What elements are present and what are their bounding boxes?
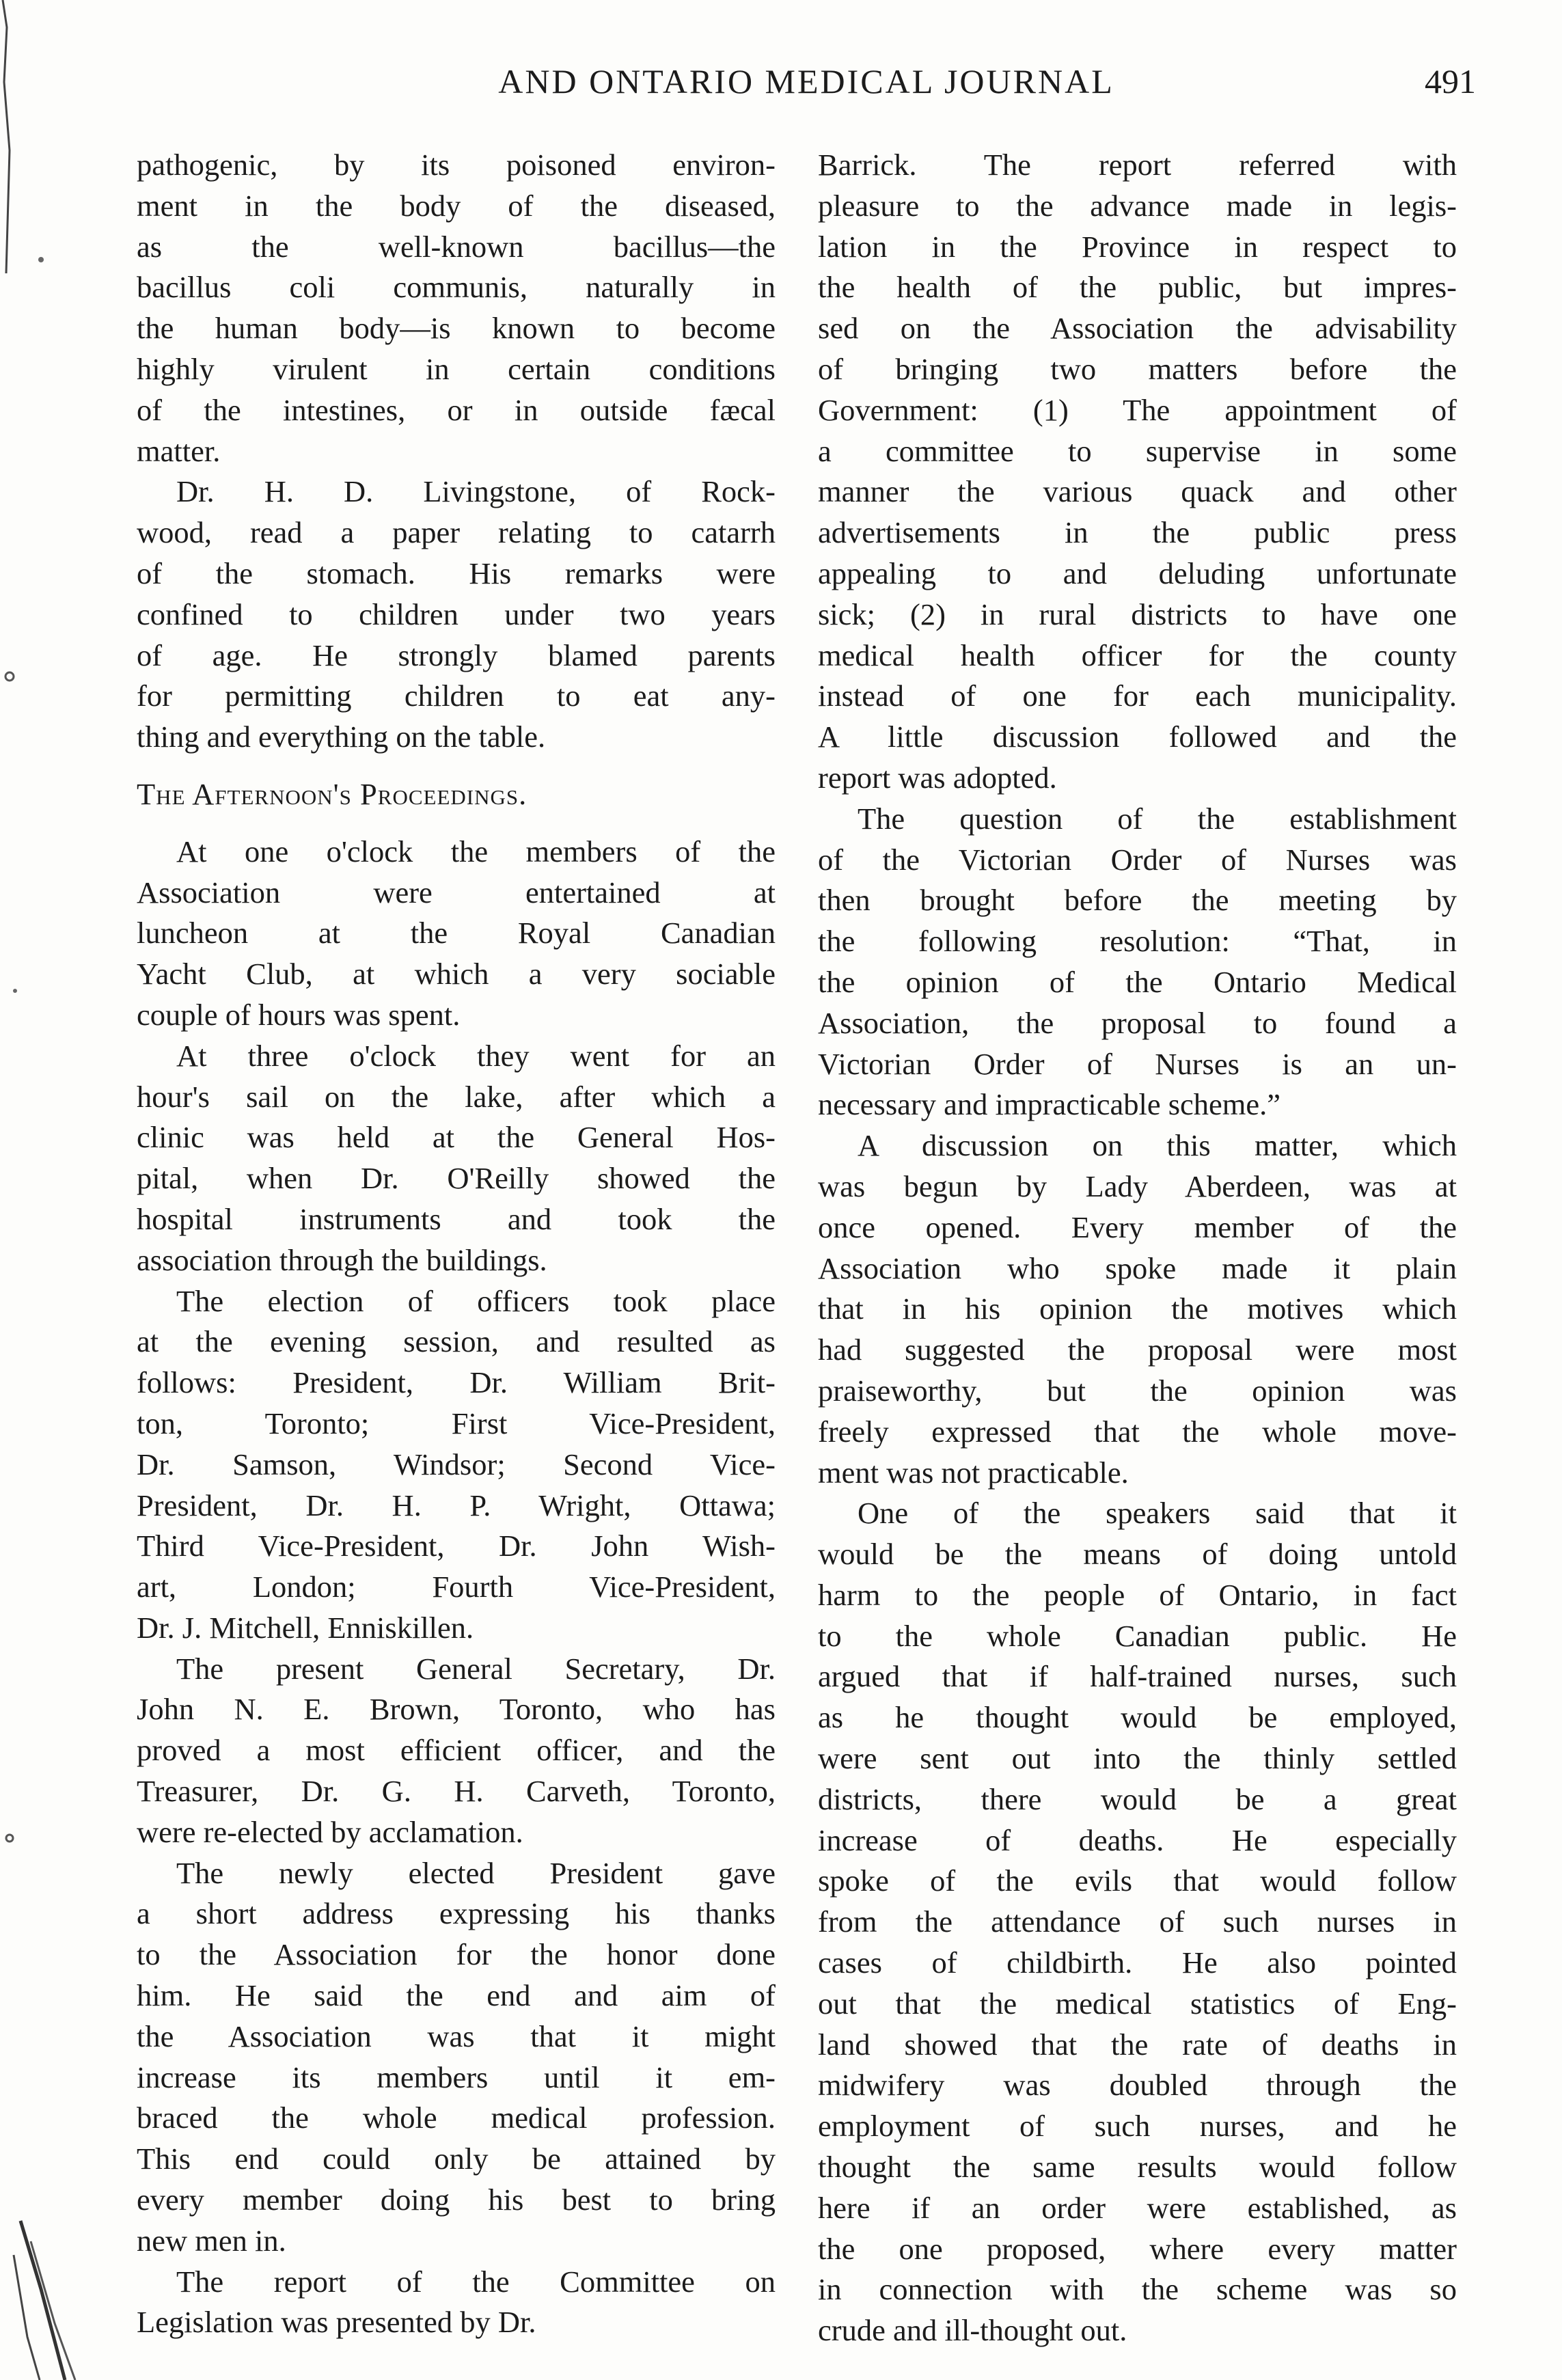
text-line: pathogenic, by its poisoned environ-	[137, 148, 776, 182]
text-line: increase its members until it em-	[137, 2060, 776, 2094]
text-line: once opened. Every member of the	[818, 1209, 1457, 1244]
text-line: that in his opinion the motives which	[818, 1291, 1457, 1326]
text-line: advertisements in the public press	[818, 515, 1457, 550]
text-line: John N. E. Brown, Toronto, who has	[137, 1692, 776, 1727]
paragraph	[137, 1036, 776, 1281]
text-line: This end could only be attained by	[137, 2142, 776, 2176]
text-line: Dr. Samson, Windsor; Second Vice-	[137, 1447, 776, 1481]
text-line: here if an order were established, as	[818, 2190, 1457, 2225]
margin-speck	[5, 672, 14, 681]
text-line: art, London; Fourth Vice-President,	[137, 1570, 776, 1604]
text-line: the Association was that it might	[137, 2019, 776, 2053]
text-line: as the well-known bacillus—the	[137, 229, 776, 264]
text-line: Barrick. The report referred with	[818, 148, 1457, 182]
running-head: AND ONTARIO MEDICAL JOURNAL	[498, 62, 1114, 100]
text-line: pleasure to the advance made in legis-	[818, 188, 1457, 223]
text-line: increase of deaths. He especially	[818, 1822, 1457, 1857]
text-line: of the intestines, or in outside fæcal	[137, 392, 776, 427]
text-line: A little discussion followed and the	[818, 720, 1457, 754]
text-line: out that the medical statistics of Eng-	[818, 1986, 1457, 2021]
text-line: clinic was held at the General Hos-	[137, 1120, 776, 1155]
text-line: new men in.	[137, 2223, 286, 2258]
text-line: At one o'clock the members of the	[176, 834, 776, 868]
text-line: highly virulent in certain conditions	[137, 351, 776, 386]
text-line: for permitting children to eat any-	[137, 679, 776, 713]
text-line: The Afternoon's Proceedings.	[137, 776, 527, 811]
text-line: association through the buildings.	[137, 1242, 547, 1277]
text-line: from the attendance of such nurses in	[818, 1904, 1457, 1939]
text-line: lation in the Province in respect to	[818, 229, 1457, 264]
text-line: One of the speakers said that it	[858, 1496, 1457, 1531]
text-line: every member doing his best to bring	[137, 2183, 776, 2217]
text-line: of age. He strongly blamed parents	[137, 638, 776, 672]
page-header	[137, 61, 1476, 116]
text-line: hour's sail on the lake, after which a	[137, 1079, 776, 1114]
text-line: bacillus coli communis, naturally in	[137, 270, 776, 305]
text-line: cases of childbirth. He also pointed	[818, 1945, 1457, 1980]
text-line: Association who spoke made it plain	[818, 1250, 1457, 1285]
text-line: in connection with the scheme was so	[818, 2272, 1457, 2307]
text-line: matter.	[137, 433, 221, 468]
text-line: the opinion of the Ontario Medical	[818, 964, 1457, 999]
text-line: thing and everything on the table.	[137, 720, 546, 754]
text-line: as he thought would be employed,	[818, 1700, 1457, 1735]
text-line: Association, the proposal to found a	[818, 1005, 1457, 1040]
text-line: The question of the establishment	[858, 801, 1457, 836]
text-line: districts, there would be a great	[818, 1781, 1457, 1816]
text-line: sed on the Association the advisability	[818, 311, 1457, 346]
text-line: the following resolution: “That, in	[818, 924, 1457, 959]
paragraph	[818, 145, 1457, 799]
text-line: At three o'clock they went for an	[176, 1038, 776, 1073]
text-line: Legislation was presented by Dr.	[137, 2305, 536, 2340]
text-line: employment of such nurses, and he	[818, 2109, 1457, 2144]
text-line: Government: (1) The appointment of	[818, 392, 1457, 427]
text-line: ton, Toronto; First Vice-President,	[137, 1406, 776, 1440]
text-line: were sent out into the thinly settled	[818, 1741, 1457, 1776]
text-line: Victorian Order of Nurses is an un-	[818, 1046, 1457, 1081]
paragraph	[137, 832, 776, 1036]
paragraph	[137, 1281, 776, 1649]
text-line: President, Dr. H. P. Wright, Ottawa;	[137, 1488, 776, 1522]
text-line: follows: President, Dr. William Brit-	[137, 1365, 776, 1400]
section-heading	[137, 774, 776, 815]
binding-edge-stroke	[3, 0, 10, 273]
text-line: The newly elected President gave	[176, 1855, 776, 1890]
paragraph	[137, 2262, 776, 2344]
margin-speck	[38, 257, 44, 262]
text-line: medical health officer for the county	[818, 638, 1457, 672]
binding-edge-marks	[0, 0, 82, 2380]
paragraph	[137, 471, 776, 758]
text-line: appealing to and deluding unfortunate	[818, 556, 1457, 590]
text-line: Third Vice-President, Dr. John Wish-	[137, 1529, 776, 1563]
text-line: thought the same results would follow	[818, 2150, 1457, 2185]
text-line: land showed that the rate of deaths in	[818, 2027, 1457, 2062]
text-line: midwifery was doubled through the	[818, 2068, 1457, 2103]
text-line: necessary and impracticable scheme.”	[818, 1087, 1281, 1122]
text-line: the one proposed, where every matter	[818, 2231, 1457, 2266]
text-line: The present General Secretary, Dr.	[176, 1651, 776, 1686]
text-line: then brought before the meeting by	[818, 883, 1457, 918]
text-line: confined to children under two years	[137, 597, 776, 631]
text-line: a committee to supervise in some	[818, 433, 1457, 468]
text-line: couple of hours was spent.	[137, 997, 461, 1032]
text-line: report was adopted.	[818, 760, 1057, 795]
text-line: of bringing two matters before the	[818, 351, 1457, 386]
text-line: to the whole Canadian public. He	[818, 1618, 1457, 1653]
text-line: Yacht Club, at which a very sociable	[137, 957, 776, 991]
text-line: Treasurer, Dr. G. H. Carveth, Toronto,	[137, 1774, 776, 1809]
paragraph	[818, 799, 1457, 1125]
margin-speck	[6, 1835, 13, 1842]
page-number: 491	[1425, 62, 1476, 100]
text-line: harm to the people of Ontario, in fact	[818, 1577, 1457, 1612]
text-line: would be the means of doing untold	[818, 1537, 1457, 1572]
text-line: Dr. J. Mitchell, Enniskillen.	[137, 1610, 474, 1645]
text-line: of the stomach. His remarks were	[137, 556, 776, 590]
text-line: wood, read a paper relating to catarrh	[137, 515, 776, 550]
paragraph	[818, 1493, 1457, 2351]
text-line: was begun by Lady Aberdeen, was at	[818, 1168, 1457, 1203]
paragraph	[137, 145, 776, 471]
text-line: spoke of the evils that would follow	[818, 1863, 1457, 1898]
text-line: the human body—is known to become	[137, 311, 776, 346]
right-column	[818, 145, 1457, 2351]
left-column	[137, 145, 776, 2343]
text-line: of the Victorian Order of Nurses was	[818, 842, 1457, 877]
text-line: hospital instruments and took the	[137, 1201, 776, 1236]
text-line: the health of the public, but impres-	[818, 270, 1457, 305]
text-line: at the evening session, and resulted as	[137, 1324, 776, 1359]
binding-edge-stroke	[20, 2221, 65, 2380]
text-line: had suggested the proposal were most	[818, 1332, 1457, 1367]
text-line: A discussion on this matter, which	[858, 1128, 1457, 1163]
text-line: a short address expressing his thanks	[137, 1896, 776, 1931]
paragraph	[137, 1649, 776, 1853]
text-line: ment in the body of the diseased,	[137, 188, 776, 223]
text-line: him. He said the end and aim of	[137, 1978, 776, 2013]
text-line: pital, when Dr. O'Reilly showed the	[137, 1161, 776, 1196]
text-line: Association were entertained at	[137, 875, 776, 909]
binding-edge-stroke	[31, 2241, 75, 2380]
text-line: were re-elected by acclamation.	[137, 1814, 523, 1849]
text-line: argued that if half-trained nurses, such	[818, 1659, 1457, 1694]
text-line: sick; (2) in rural districts to have one	[818, 597, 1457, 631]
text-line: manner the various quack and other	[818, 474, 1457, 509]
text-line: freely expressed that the whole move-	[818, 1414, 1457, 1449]
text-line: praiseworthy, but the opinion was	[818, 1373, 1457, 1408]
text-line: The report of the Committee on	[176, 2264, 776, 2299]
paragraph	[818, 1125, 1457, 1493]
text-line: luncheon at the Royal Canadian	[137, 916, 776, 950]
text-line: proved a most efficient officer, and the	[137, 1733, 776, 1768]
text-line: braced the whole medical profession.	[137, 2101, 776, 2135]
text-line: Dr. H. D. Livingstone, of Rock-	[176, 474, 776, 509]
margin-speck	[13, 989, 17, 993]
text-line: crude and ill-thought out.	[818, 2313, 1127, 2348]
text-line: The election of officers took place	[176, 1283, 776, 1318]
paragraph	[137, 1853, 776, 2262]
text-line: instead of one for each municipality.	[818, 679, 1457, 713]
text-line: ment was not practicable.	[818, 1455, 1129, 1490]
text-line: to the Association for the honor done	[137, 1937, 776, 1972]
